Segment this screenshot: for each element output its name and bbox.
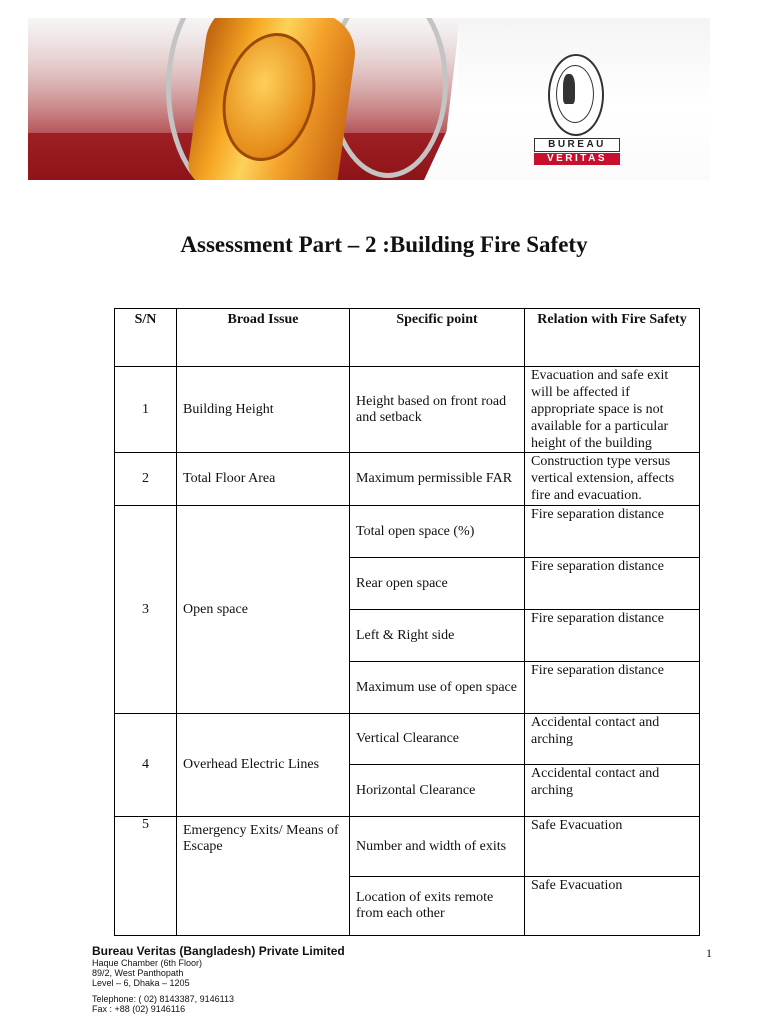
row-specific-point: Rear open space: [350, 558, 525, 610]
page-footer: [92, 944, 345, 1014]
header-banner: [28, 18, 710, 180]
row-broad-issue: Building Height: [177, 367, 350, 453]
footer-telephone: Telephone: ( 02) 8143387, 9146113: [92, 994, 234, 1004]
page-number: 1: [706, 946, 712, 960]
row-broad-issue: Total Floor Area: [177, 453, 350, 506]
table-row: [115, 367, 700, 453]
row-relation: Fire separation distance: [525, 558, 700, 610]
row-broad-issue: Emergency Exits/ Means of Escape: [177, 817, 350, 936]
logo-text-veritas: VERITAS: [534, 153, 620, 165]
table-row: [115, 817, 700, 877]
table-row: [115, 714, 700, 765]
footer-address-line-2: 89/2, West Panthopath: [92, 968, 184, 978]
header-broad-issue: Broad Issue: [177, 309, 350, 367]
footer-address-line-3: Level – 6, Dhaka – 1205: [92, 978, 190, 988]
row-sn: 5: [115, 817, 177, 936]
row-sn: 2: [115, 453, 177, 506]
assessment-table: [114, 308, 700, 936]
row-relation: Safe Evacuation: [525, 877, 700, 936]
header-sn: S/N: [115, 309, 177, 367]
row-relation: Accidental contact and arching: [525, 765, 700, 817]
row-relation: Fire separation distance: [525, 662, 700, 714]
row-relation: Evacuation and safe exit will be affected if appropriate space is not available for a particular height of the building: [525, 367, 700, 453]
bureau-veritas-seal-logo: [548, 54, 604, 136]
footer-company-name: Bureau Veritas (Bangladesh) Private Limited: [92, 944, 345, 958]
row-relation: Accidental contact and arching: [525, 714, 700, 765]
row-relation: Fire separation distance: [525, 506, 700, 558]
row-specific-point: Total open space (%): [350, 506, 525, 558]
footer-address-line-1: Haque Chamber (6th Floor): [92, 958, 203, 968]
bureau-veritas-wordmark: [534, 138, 620, 165]
footer-fax: Fax : +88 (02) 9146116: [92, 1004, 186, 1014]
row-sn: 1: [115, 367, 177, 453]
seal-figure-icon: [563, 74, 575, 104]
row-sn: 3: [115, 506, 177, 714]
row-specific-point: Maximum use of open space: [350, 662, 525, 714]
row-relation: Safe Evacuation: [525, 817, 700, 877]
row-specific-point: Vertical Clearance: [350, 714, 525, 765]
table-row: [115, 453, 700, 506]
table-row: [115, 506, 700, 558]
row-broad-issue: Overhead Electric Lines: [177, 714, 350, 817]
logo-text-bureau: BUREAU: [534, 138, 620, 152]
row-relation: Construction type versus vertical extension, affects fire and evacuation.: [525, 453, 700, 506]
header-relation-fire-safety: Relation with Fire Safety: [525, 309, 700, 367]
row-specific-point: Left & Right side: [350, 610, 525, 662]
row-specific-point: Location of exits remote from each other: [350, 877, 525, 936]
row-specific-point: Height based on front road and setback: [350, 367, 525, 453]
row-specific-point: Number and width of exits: [350, 817, 525, 877]
row-broad-issue: Open space: [177, 506, 350, 714]
table-header-row: [115, 309, 700, 367]
header-specific-point: Specific point: [350, 309, 525, 367]
seal-inner-ring: [556, 65, 594, 123]
page-title: Assessment Part – 2 :Building Fire Safety: [180, 232, 588, 257]
row-specific-point: Maximum permissible FAR: [350, 453, 525, 506]
row-sn: 4: [115, 714, 177, 817]
row-relation: Fire separation distance: [525, 610, 700, 662]
row-specific-point: Horizontal Clearance: [350, 765, 525, 817]
